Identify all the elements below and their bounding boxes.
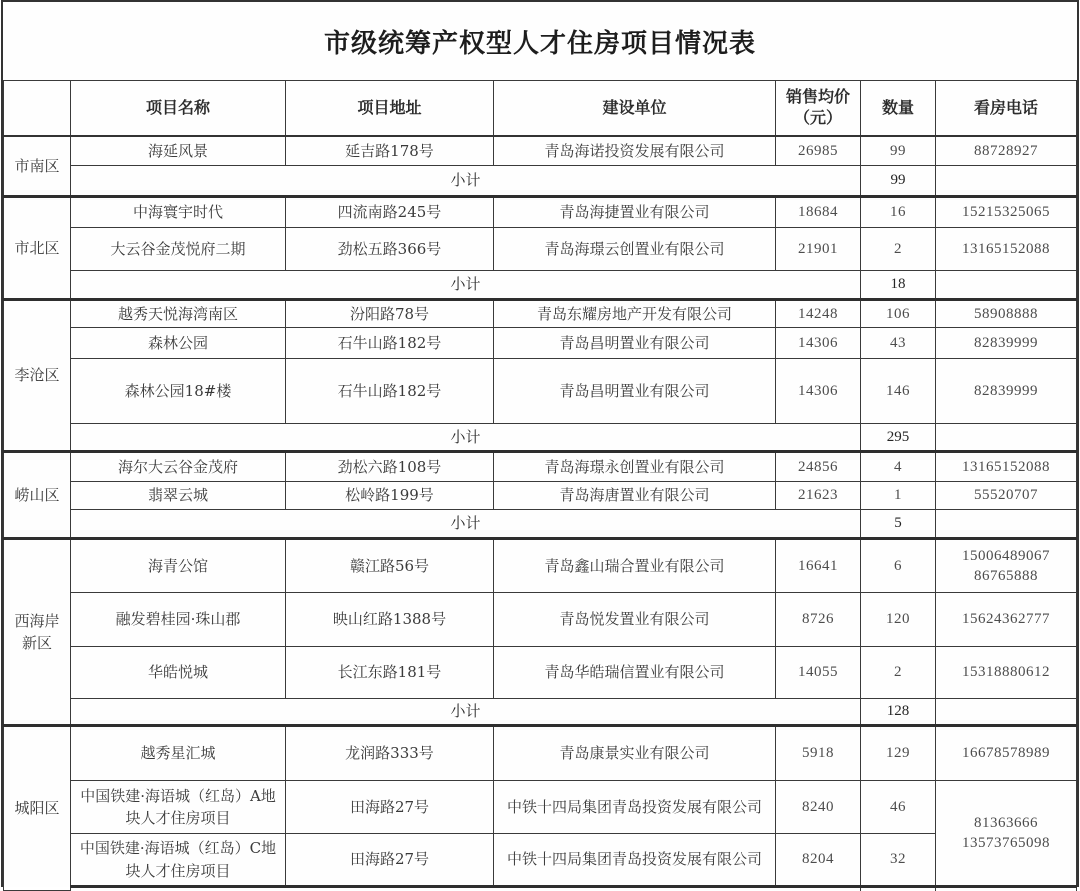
header-quantity: 数量 <box>861 81 936 136</box>
phone-line-2: 13573765098 <box>962 835 1050 851</box>
project-address-cell: 劲松五路366号 <box>286 228 494 271</box>
price-cell: 8726 <box>776 593 861 647</box>
project-name-cell: 海青公馆 <box>71 539 286 593</box>
phone-cell: 15624362777 <box>936 593 1077 647</box>
project-name-cell: 翡翠云城 <box>71 482 286 510</box>
builder-cell: 青岛昌明置业有限公司 <box>494 328 776 359</box>
table-row <box>4 834 1077 887</box>
district-cell: 西海岸新区 <box>4 539 71 726</box>
phone-cell <box>936 539 1077 593</box>
subtotal-row <box>4 699 1077 726</box>
cutoff-cell <box>71 887 861 891</box>
price-cell: 14055 <box>776 647 861 699</box>
header-project-name: 项目名称 <box>71 81 286 136</box>
phone-cell: 15215325065 <box>936 197 1077 228</box>
district-cell: 市南区 <box>4 136 71 197</box>
subtotal-label-cell: 小计 <box>71 699 861 726</box>
header-price-line2: （元） <box>793 107 842 127</box>
quantity-cell: 32 <box>861 834 936 887</box>
builder-cell: 青岛海璟云创置业有限公司 <box>494 228 776 271</box>
district-cell: 市北区 <box>4 197 71 300</box>
subtotal-phone-cell <box>936 271 1077 300</box>
price-cell: 18684 <box>776 197 861 228</box>
builder-cell: 青岛昌明置业有限公司 <box>494 359 776 424</box>
quantity-cell: 120 <box>861 593 936 647</box>
quantity-cell: 2 <box>861 647 936 699</box>
phone-cell: 88728927 <box>936 136 1077 166</box>
cutoff-cell <box>861 887 936 891</box>
page-title: 市级统筹产权型人才住房项目情况表 <box>323 28 756 59</box>
project-address-cell: 田海路27号 <box>286 781 494 834</box>
project-name-cell: 大云谷金茂悦府二期 <box>71 228 286 271</box>
builder-cell: 中铁十四局集团青岛投资发展有限公司 <box>494 834 776 887</box>
phone-cell: 55520707 <box>936 482 1077 510</box>
subtotal-phone-cell <box>936 424 1077 452</box>
subtotal-phone-cell <box>936 166 1077 197</box>
cutoff-cell <box>936 887 1077 891</box>
subtotal-row <box>4 424 1077 452</box>
price-cell: 8240 <box>776 781 861 834</box>
subtotal-label-cell: 小计 <box>71 510 861 539</box>
builder-cell: 青岛海唐置业有限公司 <box>494 482 776 510</box>
quantity-cell: 4 <box>861 452 936 482</box>
price-cell: 21901 <box>776 228 861 271</box>
table-row <box>4 482 1077 510</box>
subtotal-value-cell: 99 <box>861 166 936 197</box>
district-cell: 城阳区 <box>4 726 71 891</box>
table-row <box>4 228 1077 271</box>
builder-cell: 青岛海捷置业有限公司 <box>494 197 776 228</box>
subtotal-row <box>4 510 1077 539</box>
project-name-cell: 海延风景 <box>71 136 286 166</box>
table-row <box>4 539 1077 593</box>
project-address-cell: 四流南路245号 <box>286 197 494 228</box>
builder-cell: 青岛康景实业有限公司 <box>494 726 776 781</box>
project-name-cell: 中国铁建·海语城（红岛）A地块人才住房项目 <box>71 781 286 834</box>
quantity-cell: 146 <box>861 359 936 424</box>
document-sheet <box>1 0 1079 887</box>
table-row <box>4 781 1077 834</box>
subtotal-phone-cell <box>936 699 1077 726</box>
table-row <box>4 726 1077 781</box>
project-address-cell: 石牛山路182号 <box>286 359 494 424</box>
builder-cell: 青岛华皓瑞信置业有限公司 <box>494 647 776 699</box>
table-row <box>4 136 1077 166</box>
housing-projects-table <box>3 80 1077 891</box>
district-cell: 李沧区 <box>4 300 71 452</box>
subtotal-phone-cell <box>936 510 1077 539</box>
phone-cell: 15318880612 <box>936 647 1077 699</box>
quantity-cell: 43 <box>861 328 936 359</box>
subtotal-value-cell: 128 <box>861 699 936 726</box>
price-cell: 14248 <box>776 300 861 328</box>
project-address-cell: 龙润路333号 <box>286 726 494 781</box>
table-row <box>4 328 1077 359</box>
project-address-cell: 石牛山路182号 <box>286 328 494 359</box>
price-cell: 26985 <box>776 136 861 166</box>
price-cell: 16641 <box>776 539 861 593</box>
project-address-cell: 松岭路199号 <box>286 482 494 510</box>
quantity-cell: 46 <box>861 781 936 834</box>
project-name-cell: 中国铁建·海语城（红岛）C地块人才住房项目 <box>71 834 286 887</box>
cutoff-row <box>4 887 1077 891</box>
header-district <box>4 81 71 136</box>
project-address-cell: 映山红路1388号 <box>286 593 494 647</box>
quantity-cell: 1 <box>861 482 936 510</box>
phone-cell: 13165152088 <box>936 228 1077 271</box>
price-cell: 24856 <box>776 452 861 482</box>
subtotal-label-cell: 小计 <box>71 166 861 197</box>
phone-cell-merged <box>936 781 1077 887</box>
table-row <box>4 300 1077 328</box>
price-cell: 14306 <box>776 359 861 424</box>
quantity-cell: 6 <box>861 539 936 593</box>
header-phone: 看房电话 <box>936 81 1077 136</box>
phone-cell: 58908888 <box>936 300 1077 328</box>
header-project-address: 项目地址 <box>286 81 494 136</box>
project-name-cell: 中海寰宇时代 <box>71 197 286 228</box>
table-row <box>4 452 1077 482</box>
quantity-cell: 2 <box>861 228 936 271</box>
project-address-cell: 长江东路181号 <box>286 647 494 699</box>
builder-cell: 中铁十四局集团青岛投资发展有限公司 <box>494 781 776 834</box>
quantity-cell: 99 <box>861 136 936 166</box>
project-address-cell: 田海路27号 <box>286 834 494 887</box>
project-name-cell: 森林公园 <box>71 328 286 359</box>
table-row <box>4 593 1077 647</box>
subtotal-value-cell: 18 <box>861 271 936 300</box>
builder-cell: 青岛鑫山瑞合置业有限公司 <box>494 539 776 593</box>
project-name-cell: 越秀星汇城 <box>71 726 286 781</box>
table-row <box>4 359 1077 424</box>
subtotal-row <box>4 271 1077 300</box>
subtotal-label-cell: 小计 <box>71 424 861 452</box>
project-address-cell: 延吉路178号 <box>286 136 494 166</box>
price-cell: 8204 <box>776 834 861 887</box>
phone-cell: 13165152088 <box>936 452 1077 482</box>
header-price <box>776 81 861 136</box>
project-name-cell: 森林公园18#楼 <box>71 359 286 424</box>
phone-cell: 82839999 <box>936 359 1077 424</box>
phone-cell: 82839999 <box>936 328 1077 359</box>
builder-cell: 青岛东耀房地产开发有限公司 <box>494 300 776 328</box>
price-cell: 21623 <box>776 482 861 510</box>
price-cell: 5918 <box>776 726 861 781</box>
header-price-line1: 销售均价 <box>785 86 850 106</box>
project-name-cell: 融发碧桂园·珠山郡 <box>71 593 286 647</box>
project-address-cell: 劲松六路108号 <box>286 452 494 482</box>
price-cell: 14306 <box>776 328 861 359</box>
table-row <box>4 647 1077 699</box>
quantity-cell: 129 <box>861 726 936 781</box>
project-name-cell: 越秀天悦海湾南区 <box>71 300 286 328</box>
header-builder: 建设单位 <box>494 81 776 136</box>
quantity-cell: 16 <box>861 197 936 228</box>
project-address-cell: 汾阳路78号 <box>286 300 494 328</box>
quantity-cell: 106 <box>861 300 936 328</box>
subtotal-label-cell: 小计 <box>71 271 861 300</box>
district-cell: 崂山区 <box>4 452 71 539</box>
header-row <box>4 81 1077 136</box>
phone-line-1: 15006489067 <box>962 547 1050 564</box>
project-name-cell: 华皓悦城 <box>71 647 286 699</box>
subtotal-value-cell: 5 <box>861 510 936 539</box>
subtotal-row <box>4 166 1077 197</box>
project-address-cell: 赣江路56号 <box>286 539 494 593</box>
builder-cell: 青岛悦发置业有限公司 <box>494 593 776 647</box>
builder-cell: 青岛海诺投资发展有限公司 <box>494 136 776 166</box>
table-row <box>4 197 1077 228</box>
builder-cell: 青岛海璟永创置业有限公司 <box>494 452 776 482</box>
phone-line-1: 81363666 <box>974 814 1038 831</box>
phone-cell: 16678578989 <box>936 726 1077 781</box>
subtotal-value-cell: 295 <box>861 424 936 452</box>
phone-line-2: 86765888 <box>974 568 1038 584</box>
project-name-cell: 海尔大云谷金茂府 <box>71 452 286 482</box>
